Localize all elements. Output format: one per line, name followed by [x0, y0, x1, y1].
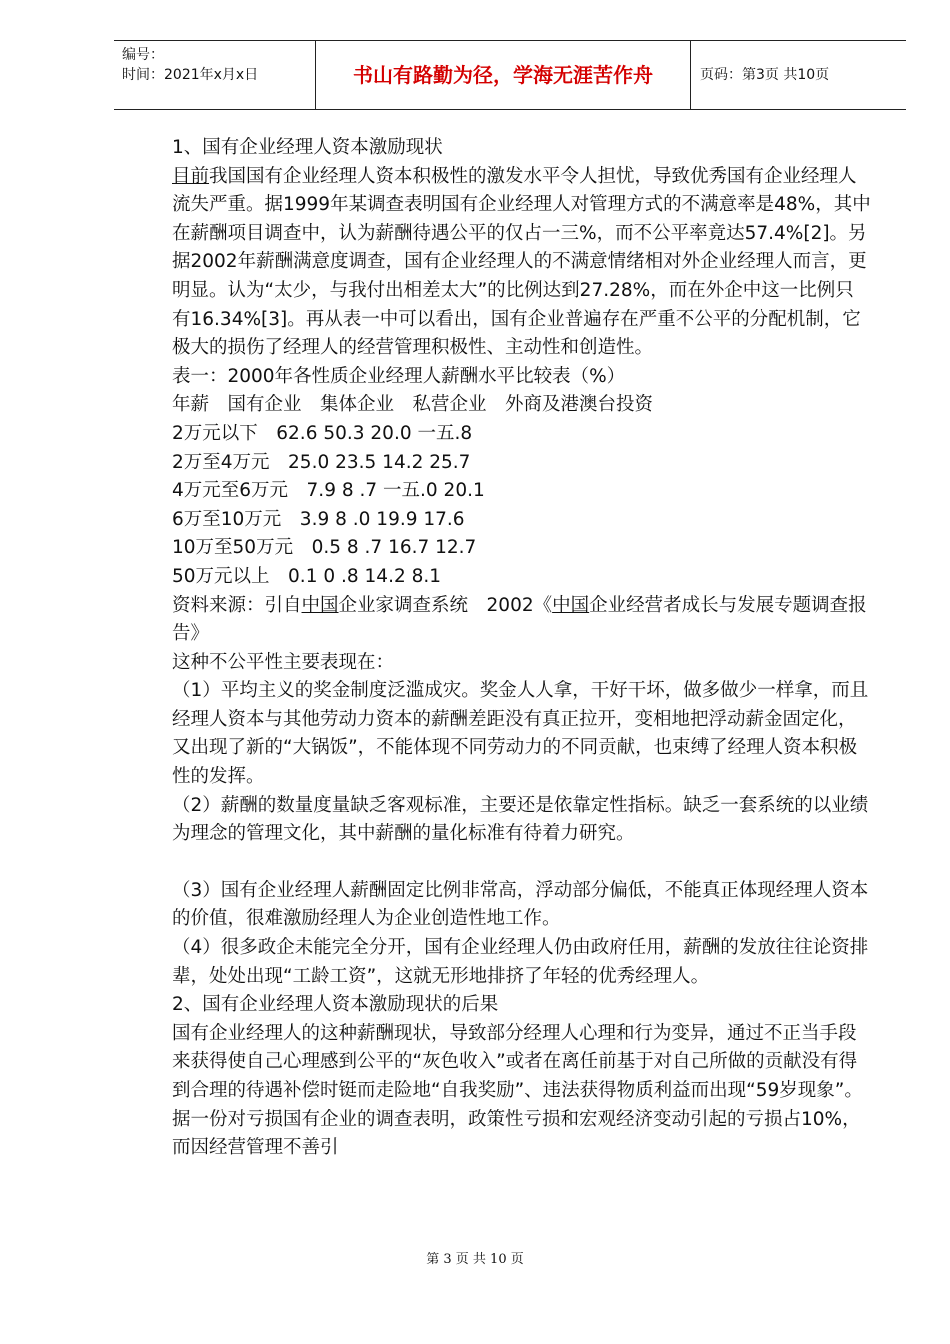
blank-line	[172, 849, 872, 877]
table-row: 2万至4万元 25.0 23.5 14.2 25.7	[172, 451, 471, 473]
table-header: 年薪 国有企业 集体企业 私营企业 外商及港澳台投资	[172, 394, 654, 416]
list-intro: 这种不公平性主要表现在：	[172, 651, 395, 673]
header-motto: 书山有路勤为径，学海无涯苦作舟	[316, 41, 691, 109]
table-source: 资料来源：引自中国企业家调查系统 2002《中国企业经营者成长与发展专题调查报告》	[172, 594, 867, 645]
list-item-4: （4）很多政企未能完全分开，国有企业经理人仍由政府任用，薪酬的发放往往论资排辈，处处出现“工龄工资”，这就无形地排挤了年轻的优秀经理人。	[172, 937, 869, 987]
section-heading-1: 1、国有企业经理人资本激励现状	[172, 137, 443, 158]
list-item-1: （1）平均主义的奖金制度泛滥成灾。奖金人人拿，干好干坏，做多做少一样拿，而且经理人资本与其他劳动力资本的薪酬差距没有真正拉开，变相地把浮动薪金固定化，又出现了新的“大锅饭”，不能体现不同劳动力的不同贡献，也束缚了经理人资本积极性的发挥。	[172, 680, 869, 788]
page-footer: 第 3 页 共 10 页	[426, 1252, 524, 1267]
paragraph-1: 目前我国国有企业经理人资本积极性的激发水平令人担忧，导致优秀国有企业经理人流失严重。据1999年某调查表明国有企业经理人对管理方式的不满意率是48%，其中在薪酬项目调查中，认为薪酬待遇公平的仅占一三%，而不公平率竟达57.4%[2]。另据2002年薪酬满意度调查，国有企业经理人的不满意情绪相对外企业经理人而言，更明显。认为“太少，与我付出相差太大”的比例达到27.28%，而在外企中这一比例只有16.34%[3]。再从表一中可以看出，国有企业普遍存在严重不公平的分配机制，它极大的损伤了经理人的经营管理积极性、主动性和创造性。	[172, 165, 871, 359]
document-body	[172, 134, 872, 1163]
page-header	[114, 40, 906, 110]
table-row: 50万元以上 0.1 0 .8 14.2 8.1	[172, 565, 442, 587]
list-item-3: （3）国有企业经理人薪酬固定比例非常高，浮动部分偏低，不能真正体现经理人资本的价值，很难激励经理人为企业创造性地工作。	[172, 879, 869, 930]
table-row: 10万至50万元 0.5 8 .7 16.7 12.7	[172, 537, 477, 559]
header-meta	[114, 41, 316, 109]
list-item-2: （2）薪酬的数量度量缺乏客观标准，主要还是依靠定性指标。缺乏一套系统的以业绩为理念的管理文化，其中薪酬的量化标准有待着力研究。	[172, 794, 869, 845]
table-row: 6万至10万元 3.9 8 .0 19.9 17.6	[172, 508, 465, 530]
number-label: 编号：	[122, 47, 164, 63]
table-row: 2万元以下 62.6 50.3 20.0 一五.8	[172, 422, 473, 444]
paragraph-2: 国有企业经理人的这种薪酬现状，导致部分经理人心理和行为变异，通过不正当手段来获得使自己心理感到公平的“灰色收入”或者在离任前基于对自己所做的贡献没有得到合理的待遇补偿时铤而走险地“自我奖励”、违法获得物质利益而出现“59岁现象”。据一份对亏损国有企业的调查表明，政策性亏损和宏观经济变动引起的亏损占10%，而因经营管理不善引	[172, 1022, 863, 1159]
section-heading-2: 2、国有企业经理人资本激励现状的后果	[172, 994, 499, 1016]
table-row: 4万元至6万元 7.9 8 .7 一五.0 20.1	[172, 480, 485, 502]
table-title: 表一：2000年各性质企业经理人薪酬水平比较表（%）	[172, 365, 626, 387]
time-label: 时间：2021年x月x日	[122, 67, 259, 83]
header-page-label: 页码：第3页 共10页	[700, 67, 830, 83]
underlined-word: 目前	[172, 165, 210, 187]
